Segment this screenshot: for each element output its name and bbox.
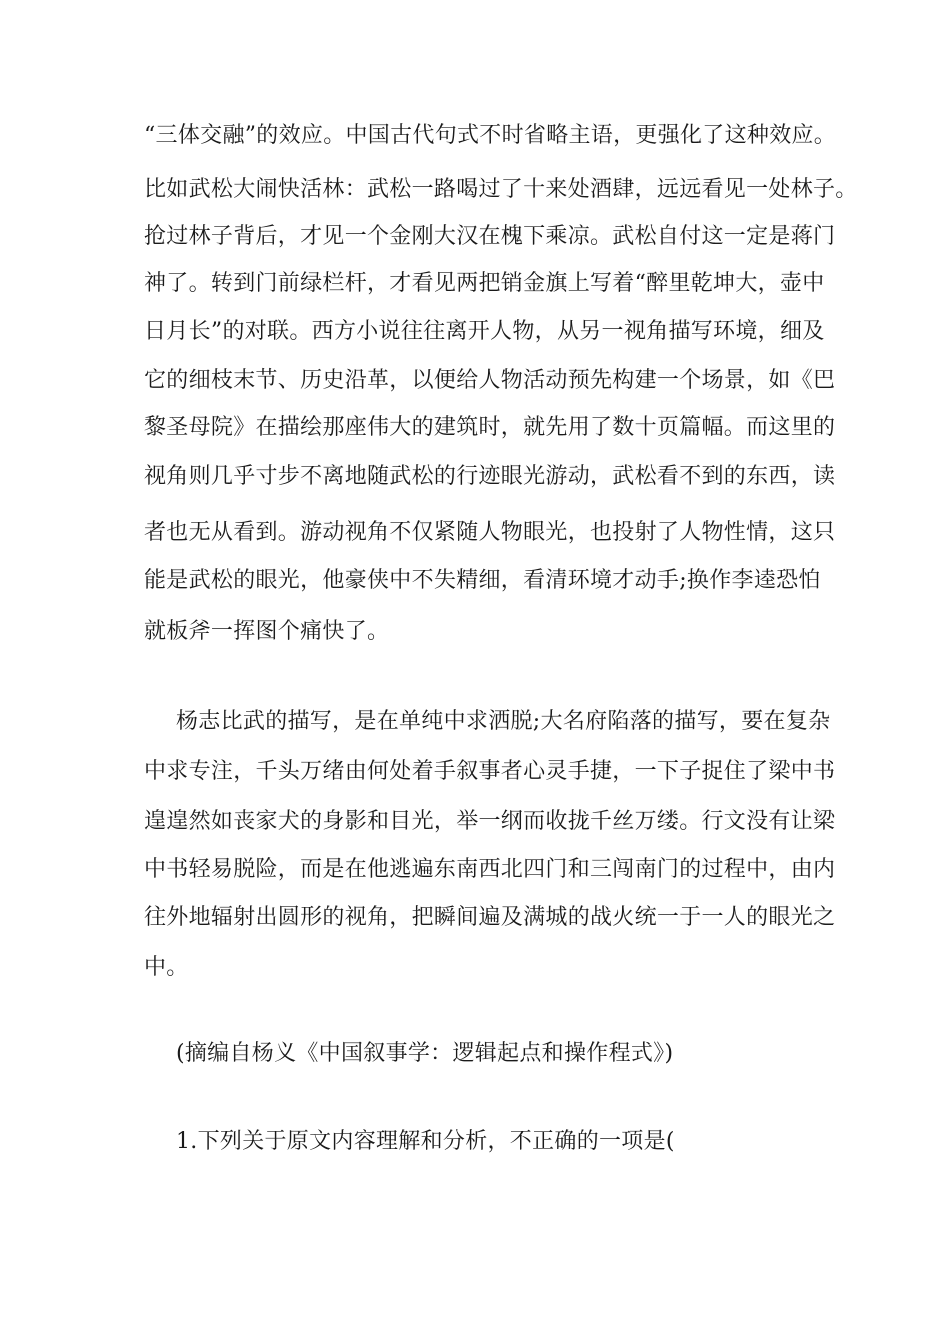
- text-line: 比如武松大闹快活林：武松一路喝过了十来处酒肆，远远看见一处林子。: [144, 177, 858, 202]
- text-line: “三体交融”的效应。中国古代句式不时省略主语，更强化了这种效应。: [144, 123, 837, 148]
- text-line: 日月长”的对联。西方小说往往离开人物，从另一视角描写环境，细及: [144, 319, 825, 344]
- source-citation: (摘编自杨义《中国叙事学：逻辑起点和操作程式》): [176, 1041, 674, 1066]
- text-line: 抢过林子背后，才见一个金刚大汉在槐下乘凉。武松自付这一定是蒋门: [144, 224, 836, 249]
- text-line: 往外地辐射出圆形的视角，把瞬间遍及满城的战火统一于一人的眼光之: [144, 905, 836, 930]
- text-line: 黎圣母院》在描绘那座伟大的建筑时，就先用了数十页篇幅。而这里的: [144, 415, 836, 440]
- question-1: 1.下列关于原文内容理解和分析，不正确的一项是(: [176, 1129, 675, 1154]
- text-line: 中书轻易脱险，而是在他逃遍东南西北四门和三闯南门的过程中，由内: [144, 857, 836, 882]
- text-line: 神了。转到门前绿栏杆，才看见两把销金旗上写着“醉里乾坤大，壶中: [144, 271, 825, 296]
- text-line: 杨志比武的描写，是在单纯中求洒脱;大名府陷落的描写，要在复杂: [176, 709, 831, 734]
- text-line: 能是武松的眼光，他豪侠中不失精细，看清环境才动手;换作李逵恐怕: [144, 568, 821, 593]
- text-line: 它的细枝末节、历史沿革，以便给人物活动预先构建一个场景，如《巴: [144, 368, 836, 393]
- text-line: 就板斧一挥图个痛快了。: [144, 619, 390, 644]
- text-line: 视角则几乎寸步不离地随武松的行迹眼光游动，武松看不到的东西，读: [144, 464, 836, 489]
- text-line: 者也无从看到。游动视角不仅紧随人物眼光，也投射了人物性情，这只: [144, 520, 836, 545]
- text-line: 中求专注，千头万绪由何处着手叙事者心灵手捷，一下子捉住了梁中书: [144, 759, 836, 784]
- text-line: 中。: [144, 955, 189, 980]
- text-line: 遑遑然如丧家犬的身影和目光，举一纲而收拢千丝万缕。行文没有让梁: [144, 809, 836, 834]
